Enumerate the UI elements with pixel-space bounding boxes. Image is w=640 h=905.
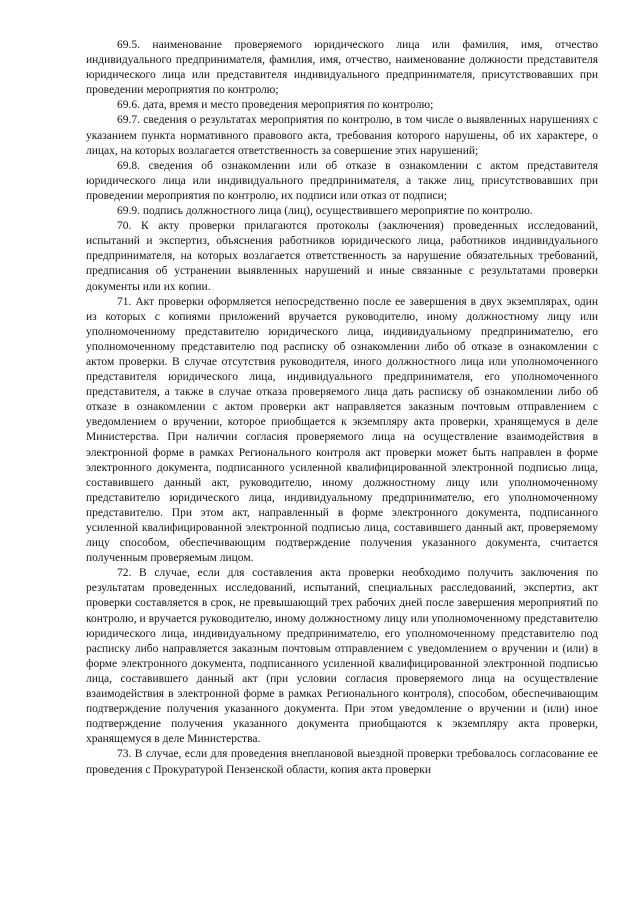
paragraph-71: 71. Акт проверки оформляется непосредственно после ее завершения в двух экземплярах, один из которых с копиями приложений вручается руководителю, иному должностному лицу или уполномоченному представителю юридического лица, индивидуальному предпринимателю, его уполномоченному представителю под расписку об ознакомлении либо об отказе в ознакомлении с актом проверки. В случае отсутствия руководителя, иного должностного лица или уполномоченного представителя юридического лица, индивидуального предпринимателя, его уполномоченного представителя, а также в случае отказа проверяемого лица дать расписку об ознакомлении либо об отказе в ознакомлении с актом проверки акт направляется заказным почтовым отправлением с уведомлением о вручении, которое приобщается к экземпляру акта проверки, хранящемуся в деле Министерства. При наличии согласия проверяемого лица на осуществление взаимодействия в электронной форме в рамках Регионального контроля акт проверки может быть направлен в форме электронного документа, подписанного усиленной квалифицированной электронной подписью лица, составившего данный акт, руководителю, иному должностному лицу или уполномоченному представителю юридического лица, индивидуальному предпринимателю, его уполномоченному представителю. При этом акт, направленный в форме электронного документа, подписанного усиленной квалифицированной электронной подписью лица, составившего данный акт, проверяемому лицу способом, обеспечивающим подтверждение получения указанного документа, считается полученным проверяемым лицом. (86, 295, 598, 565)
paragraph-69-5: 69.5. наименование проверяемого юридического лица или фамилия, имя, отчество индивидуального предпринимателя, фамилия, имя, отчество, наименование должности представителя юридического лица или представителя индивидуального предпринимателя, присутствовавших при проведении мероприятия по контролю; (86, 39, 598, 97)
document-page (86, 38, 598, 778)
paragraph-73: 73. В случае, если для проведения внеплановой выездной проверки требовалось согласование ее проведения с Прокуратурой Пензенской области, копия акта проверки (86, 748, 598, 776)
paragraph-69-7: 69.7. сведения о результатах мероприятия по контролю, в том числе о выявленных нарушениях с указанием пункта нормативного правового акта, требования которого нарушены, об их характере, о лицах, на которых возлагается ответственность за совершение этих нарушений; (86, 114, 598, 157)
paragraph-72: 72. В случае, если для составления акта проверки необходимо получить заключения по результатам проведенных исследований, испытаний, специальных расследований, экспертиз, акт проверки составляется в срок, не превышающий трех рабочих дней после завершения мероприятий по контролю, и вручается руководителю, иному должностному лицу или уполномоченному представителю юридического лица, индивидуальному предпринимателю, его уполномоченному представителю под расписку либо направляется заказным почтовым отправлением с уведомлением о вручении и (или) в форме электронного документа, подписанного усиленной квалифицированной электронной подписью лица, составившего данный акт (при условии согласия проверяемого лица на осуществление взаимодействия в электронной форме в рамках Регионального контроля), способом, обеспечивающим подтверждение получения указанного документа. При этом уведомление о вручении и (или) иное подтверждение получения указанного документа приобщаются к экземпляру акта проверки, хранящемуся в деле Министерства. (86, 567, 598, 746)
paragraph-69-9: 69.9. подпись должностного лица (лиц), осуществившего мероприятие по контролю. (117, 205, 533, 218)
paragraph-69-8: 69.8. сведения об ознакомлении или об отказе в ознакомлении с актом представителя юридического лица или индивидуального предпринимателя, а также лиц, присутствовавших при проведении мероприятия по контролю, их подписи или отказ от подписи; (86, 159, 598, 202)
paragraph-70: 70. К акту проверки прилагаются протоколы (заключения) проведенных исследований, испытаний и экспертиз, объяснения работников юридического лица, работников индивидуального предпринимателя, на которых возлагается ответственность за нарушение обязательных требований, предписания об устранении выявленных нарушений и иные связанные с результатами проверки документы или их копии. (86, 220, 598, 293)
paragraph-69-6: 69.6. дата, время и место проведения мероприятия по контролю; (117, 99, 434, 112)
